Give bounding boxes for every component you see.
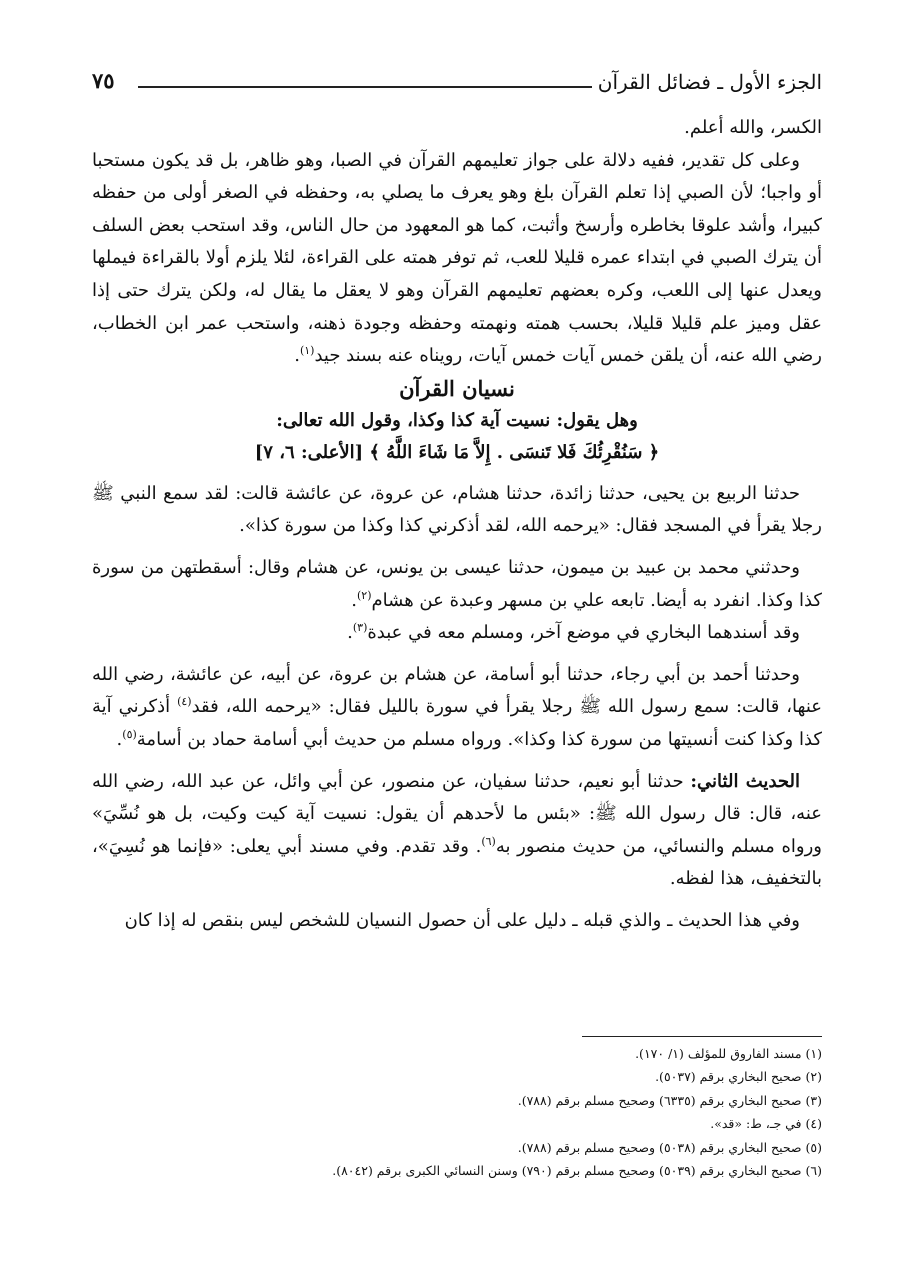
paragraph-continuation [92, 112, 822, 145]
paragraph-text: حدثنا أبو نعيم، حدثنا سفيان، عن منصور، عن أبي وائل، عن عبد الله، رضي الله عنه، قال: قال رسول الله ﷺ: «بئس ما لأحدهم أن يقول: نسيت آية كيت وكيت، بل هو نُسِّيَ» ورواه مسلم والنسائي، من حديث منصور به [92, 770, 822, 857]
quran-verse: ﴿ سَنُقْرِئُكَ فَلا تَنسَى . إِلاَّ مَا شَاءَ اللَّهُ ﴾ [الأعلى: ٦، ٧] [254, 441, 660, 463]
footnote-mark: (٥) [122, 727, 137, 741]
hadith-paragraph [92, 617, 822, 650]
hadith-paragraph [92, 766, 822, 896]
hadith-heading: الحديث الثاني: [690, 770, 800, 792]
paragraph-text: أذكرني آية كذا وكذا كنت أنسيتها من سورة كذا وكذا». ورواه مسلم من حديث أبي أسامة حماد بن أسامة [92, 696, 822, 750]
paragraph-end: . [347, 622, 353, 644]
footnote: (٣) صحيح البخاري برقم (٦٣٣٥) وصحيح مسلم برقم (٧٨٨). [517, 1092, 822, 1108]
paragraph-end: . [351, 589, 357, 611]
footnote: (٢) صحيح البخاري برقم (٥٠٣٧). [655, 1069, 822, 1085]
paragraph-teaching-children [92, 145, 822, 373]
footnotes [92, 1042, 822, 1182]
footnote-mark: (٤) [177, 695, 192, 709]
hadith-paragraph [92, 478, 822, 543]
paragraph-text: وحدثني محمد بن عبيد بن ميمون، حدثنا عيسى بن يونس، عن هشام وقال: أسقطتهن من سورة كذا وكذا. انفرد به أيضا. تابعه علي بن مسهر وعبدة عن هشام [92, 556, 822, 611]
paragraph-text: حدثنا الربيع بن يحيى، حدثنا زائدة، حدثنا هشام، عن عروة، عن عائشة قالت: لقد سمع النبي ﷺ رجلا يقرأ في المسجد فقال: «يرحمه الله، لقد أذكرني كذا وكذا من سورة كذا». [92, 482, 822, 537]
footnote: (١) مسند الفاروق للمؤلف (١/ ١٧٠). [635, 1046, 822, 1061]
paragraph-end: . [294, 345, 300, 367]
page-body [92, 112, 822, 937]
footnote: (٤) في جـ، ط: «قد». [710, 1116, 822, 1132]
paragraph-text: وحدثنا أحمد بن أبي رجاء، حدثنا أبو أسامة، عن هشام بن عروة، عن أبيه، عن عائشة، رضي الله عنها، قالت: سمع رسول الله ﷺ رجلا يقرأ في سورة بالليل فقال: «يرحمه الله، فقد [92, 663, 822, 718]
footnote-mark: (٦) [481, 834, 496, 848]
header-title: الجزء الأول ـ فضائل القرآن [597, 70, 822, 94]
hadith-paragraph [92, 552, 822, 617]
paragraph-text: . وقد تقدم. وفي مسند أبي يعلى: «فإنما هو نُسِيَ»، بالتخفيف، هذا لفظه. [92, 835, 822, 890]
section-title: نسيان القرآن [399, 375, 515, 401]
section-subtitle: وهل يقول: نسيت آية كذا وكذا، وقول الله تعالى: [276, 409, 638, 431]
footnote: (٦) صحيح البخاري برقم (٥٠٣٩) وصحيح مسلم برقم (٧٩٠) وسنن النسائي الكبرى برقم (٨٠٤٢). [332, 1163, 822, 1179]
footnote-mark: (٣) [352, 621, 368, 635]
footnote: (٥) صحيح البخاري برقم (٥٠٣٨) وصحيح مسلم برقم (٧٨٨). [517, 1139, 822, 1155]
page-number: ٧٥ [92, 68, 115, 93]
paragraph-text: الكسر، والله أعلم. [684, 117, 822, 138]
paragraph-forgetting [92, 905, 822, 938]
hadith-paragraph [92, 659, 822, 757]
header-rule [138, 86, 592, 88]
paragraph-text: وقد أسندهما البخاري في موضع آخر، ومسلم معه في عبدة [367, 622, 800, 644]
footnote-mark: (١) [299, 344, 315, 358]
paragraph-text: وفي هذا الحديث ـ والذي قبله ـ دليل على أن حصول النسيان للشخص ليس بنقص له إذا كان [124, 909, 800, 931]
footnote-mark: (٢) [357, 588, 372, 602]
paragraph-text: وعلى كل تقدير، ففيه دلالة على جواز تعليمهم القرآن في الصبا، وهو ظاهر، بل قد يكون مستحبا أو واجبا؛ لأن الصبي إذا تعلم القرآن بلغ وهو يعرف ما يصلي به، وحفظه في الصغر أولى من حفظه كبيرا، وأشد علوقا بخاطره وأرسخ وأثبت، كما هو المعهود من حال الناس، وقد استحب بعض السلف أن يترك الصبي في ابتداء عمره قليلا للعب، ثم توفر همته على القراءة، لئلا يلزم أولا بالقراءة فيملها ويعدل عنها إلى اللعب، وكره بعضهم تعليمهم القرآن وهو لا يعقل ما يقال له، ولكن يترك حتى إذا عقل وميز علم قليلا قليلا، بحسب همته ونهمته وحفظه وجودة ذهنه، واستحب عمر ابن الخطاب، رضي الله عنه، أن يلقن خمس آيات خمس آيات، رويناه عنه بسند جيد [92, 149, 822, 367]
running-header [92, 64, 822, 104]
paragraph-end: . [116, 728, 123, 750]
footnote-rule [582, 1036, 822, 1037]
